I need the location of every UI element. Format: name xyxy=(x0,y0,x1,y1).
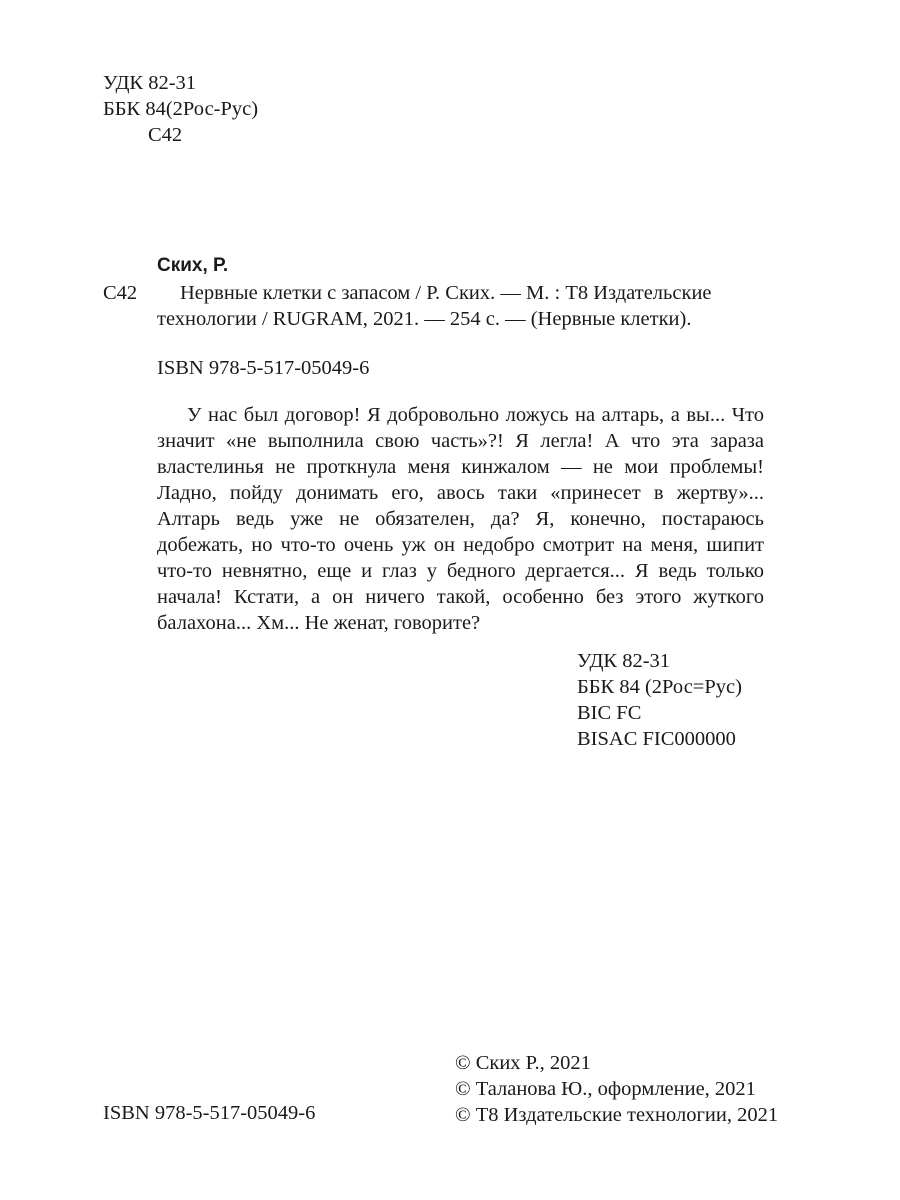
description-line-2: технологии / RUGRAM, 2021. — 254 с. — (Нервные клетки). xyxy=(157,308,692,330)
bisac-code: BISAC FIC000000 xyxy=(577,728,736,750)
copyright-design: © Таланова Ю., оформление, 2021 xyxy=(455,1078,756,1100)
annotation xyxy=(157,402,764,636)
annotation-text: У нас был договор! Я добровольно ложусь на алтарь, а вы... Что значит «не выполнила свою часть»?! Я легла! А что эта зараза властелинья не проткнула меня кинжалом — не мои проблемы! Ладно, пойду донимать его, авось таки «принесет в жертву»... Алтарь ведь уже не обязателен, да? Я, конечно, постараюсь добежать, но что-то очень уж он недобро смотрит на меня, шипит что-то невнятно, еще и глаз у бедного дергается... Я ведь только начала! Кстати, а он ничего такой, особенно без этого жуткого балахона... Хм... Не женат, говорите? xyxy=(157,404,764,634)
copyright-publisher: © Т8 Издательские технологии, 2021 xyxy=(455,1104,779,1126)
bbk-code-repeat: ББК 84 (2Рос=Рус) xyxy=(577,676,742,698)
record-author-mark: С42 xyxy=(103,282,138,304)
bibliographic-description xyxy=(157,280,764,332)
isbn-record: ISBN 978-5-517-05049-6 xyxy=(157,357,370,379)
isbn-footer: ISBN 978-5-517-05049-6 xyxy=(103,1102,316,1124)
copyright-author: © Ских Р., 2021 xyxy=(455,1052,591,1074)
bic-code: BIC FC xyxy=(577,702,642,724)
bbk-code: ББК 84(2Рос-Рус) xyxy=(103,98,259,120)
author-mark: С42 xyxy=(148,124,183,146)
description-line-1: Нервные клетки с запасом / Р. Ских. — М. : Т8 Издательские xyxy=(180,282,712,304)
top-classification-codes xyxy=(103,70,258,148)
author-heading: Ских, Р. xyxy=(157,255,229,276)
udk-code: УДК 82-31 xyxy=(103,72,197,94)
classification-codes xyxy=(577,648,742,752)
udk-code-repeat: УДК 82-31 xyxy=(577,650,671,672)
copyright-notices xyxy=(455,1050,778,1128)
